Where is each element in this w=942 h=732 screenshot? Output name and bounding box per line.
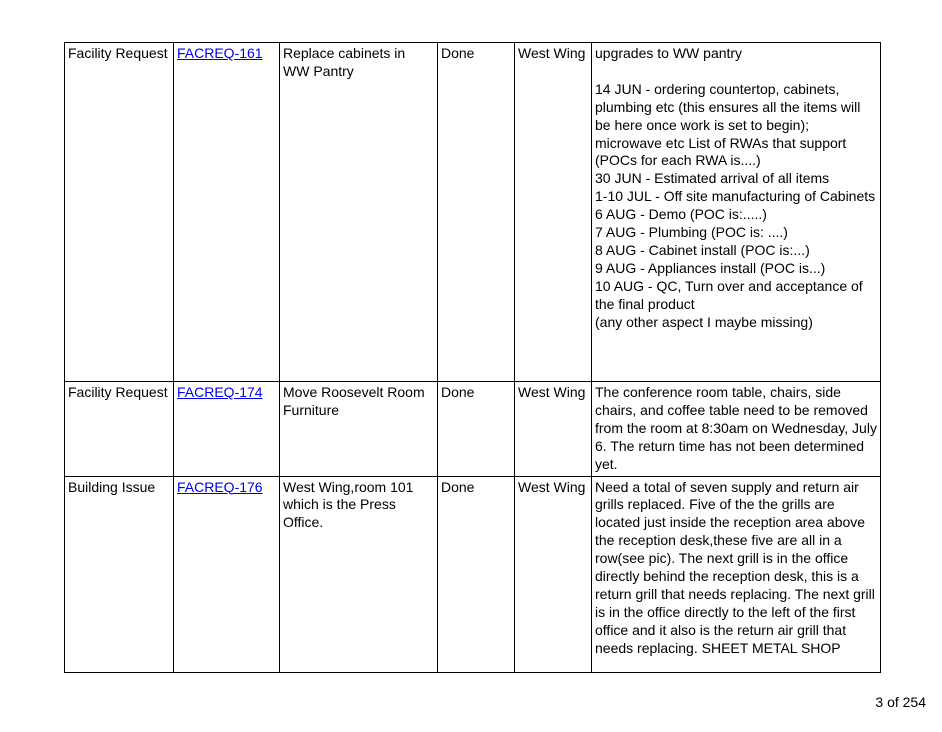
ticket-cell <box>174 476 280 672</box>
type-cell: Building Issue <box>65 476 174 672</box>
description-cell <box>592 382 881 477</box>
status-cell: Done <box>438 382 515 477</box>
description-line: upgrades to WW pantry <box>595 45 743 61</box>
description-line: 14 JUN - ordering countertop, cabinets, plumbing etc (this ensures all the items will be here once work is set to begin); microwave etc List of RWAs that support (POCs for each RWA is....) <box>595 80 861 169</box>
location-cell: West Wing <box>515 476 592 672</box>
description-line: 8 AUG - Cabinet install (POC is:...) <box>595 241 810 258</box>
description-line: 7 AUG - Plumbing (POC is: ....) <box>595 224 788 241</box>
description-line: 1-10 JUL - Off site manufacturing of Cabinets <box>595 188 876 205</box>
description-line: The conference room table, chairs, side chairs, and coffee table need to be removed from the room at 8:30am on Wednesday, July 6. The return time has not been determined yet. <box>595 384 877 472</box>
description-line: (any other aspect I maybe missing) <box>595 313 813 330</box>
description-cell <box>592 476 881 672</box>
description-line: 9 AUG - Appliances install (POC is...) <box>595 259 826 276</box>
summary-cell: Replace cabinets in WW Pantry <box>280 43 438 382</box>
type-cell: Facility Request <box>65 382 174 477</box>
table-row <box>65 382 881 477</box>
blank-line <box>595 63 877 81</box>
summary-cell: Move Roosevelt Room Furniture <box>280 382 438 477</box>
description-line: 30 JUN - Estimated arrival of all items <box>595 170 830 187</box>
table-row <box>65 43 881 382</box>
description-line: Need a total of seven supply and return air grills replaced. Five of the the grills are located just inside the reception area above the reception desk,these five are all in a row(see pic). The next grill is in the office directly behind the reception desk, this is a return grill that needs replacing. The next grill is in the office directly to the left of the first office and it also is the return air grill that needs replacing. SHEET METAL SHOP <box>595 478 875 656</box>
status-cell: Done <box>438 476 515 672</box>
type-cell: Facility Request <box>65 43 174 382</box>
summary-cell: West Wing,room 101 which is the Press Office. <box>280 476 438 672</box>
ticket-link[interactable]: FACREQ-176 <box>177 478 263 495</box>
ticket-cell <box>174 43 280 382</box>
description-line: 6 AUG - Demo (POC is:.....) <box>595 206 767 223</box>
ticket-link[interactable]: FACREQ-161 <box>177 45 263 61</box>
location-cell: West Wing <box>515 43 592 382</box>
table-row <box>65 476 881 672</box>
ticket-table <box>64 42 881 673</box>
description-cell <box>592 43 881 382</box>
ticket-link[interactable]: FACREQ-174 <box>177 384 263 400</box>
page-number: 3 of 254 <box>875 694 926 710</box>
description-line: 10 AUG - QC, Turn over and acceptance of the final product <box>595 277 863 312</box>
status-cell: Done <box>438 43 515 382</box>
ticket-cell <box>174 382 280 477</box>
location-cell: West Wing <box>515 382 592 477</box>
